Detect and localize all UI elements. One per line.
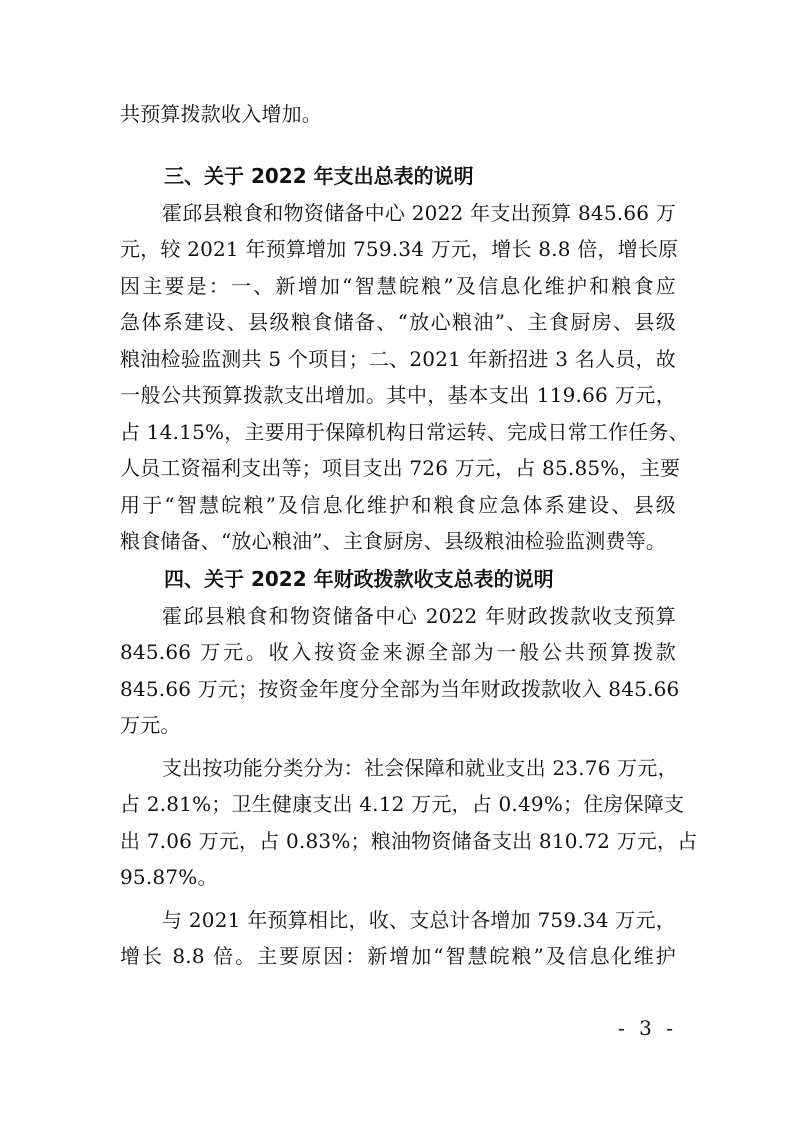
body-line: 增长 8.8 倍。主要原因：新增加“智慧皖粮”及信息化维护 [120, 944, 676, 968]
page-number: - 3 - [618, 1016, 677, 1040]
body-line: 粮食储备、“放心粮油”、主食厨房、县级粮油检验监测费等。 [120, 529, 667, 553]
body-line: 元，较 2021 年预算增加 759.34 万元，增长 8.8 倍，增长原 [120, 237, 679, 261]
body-line: 万元。 [120, 713, 181, 737]
body-line: 急体系建设、县级粮食储备、“放心粮油”、主食厨房、县级 [120, 310, 676, 334]
body-line: 845.66 万元。收入按资金来源全部为一般公共预算拨款 [120, 640, 676, 664]
body-line: 一般公共预算拨款支出增加。其中，基本支出 119.66 万元， [120, 383, 676, 407]
body-line: 霍邱县粮食和物资储备中心 2022 年财政拨款收支预算 [162, 603, 676, 628]
body-line: 占 2.81%；卫生健康支出 4.12 万元，占 0.49%；住房保障支 [120, 792, 685, 816]
body-line: 占 14.15%，主要用于保障机构日常运转、完成日常工作任务、 [120, 419, 689, 444]
body-line: 95.87%。 [120, 865, 218, 889]
document-body [120, 96, 698, 975]
paragraph-functional-classification [120, 750, 698, 896]
body-line: 与 2021 年预算相比，收、支总计各增加 759.34 万元， [162, 907, 676, 932]
body-line: 因主要是：一、新增加“智慧皖粮”及信息化维护和粮食应 [120, 273, 676, 298]
paragraph-fiscal-appropriation-total [120, 598, 680, 744]
paragraph-expenditure-summary [120, 195, 689, 560]
section-heading-expenditure-summary: 三、关于 2022 年支出总表的说明 [164, 163, 474, 188]
body-line: 霍邱县粮食和物资储备中心 2022 年支出预算 845.66 万 [162, 200, 676, 225]
paragraph-gap [120, 133, 676, 157]
body-line: 粮油检验监测共 5 个项目；二、2021 年新招进 3 名人员，故 [120, 346, 676, 371]
section-heading-fiscal-appropriation: 四、关于 2022 年财政拨款收支总表的说明 [164, 566, 554, 591]
paragraph-year-comparison [120, 902, 676, 975]
body-line: 用于“智慧皖粮”及信息化维护和粮食应急体系建设、县级 [120, 492, 676, 517]
body-line: 845.66 万元；按资金年度分全部为当年财政拨款收入 845.66 [120, 676, 680, 701]
body-line: 支出按功能分类分为：社会保障和就业支出 23.76 万元， [162, 755, 678, 780]
body-line: 人员工资福利支出等；项目支出 726 万元，占 85.85%，主要 [120, 456, 681, 480]
body-line: 共预算拨款收入增加。 [120, 102, 322, 126]
body-line: 出 7.06 万元，占 0.83%；粮油物资储备支出 810.72 万元，占 [120, 828, 698, 853]
